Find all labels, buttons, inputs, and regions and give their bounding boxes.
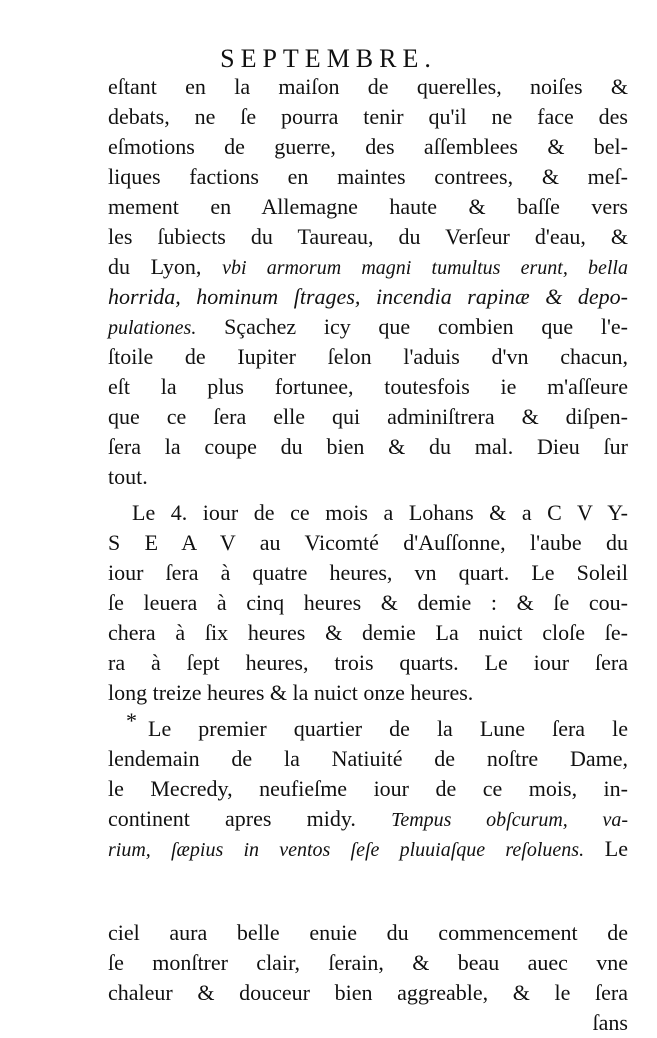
text-line-29: chaleur & douceur bien aggreable, & le ſera: [108, 980, 628, 1005]
text-line-26-roman: Le: [604, 836, 628, 861]
text-line-25-roman: continent apres midy.: [108, 806, 356, 831]
text-line-9: [108, 312, 628, 342]
text-line-21: long treize heures & la nuict onze heures.: [108, 680, 474, 705]
text-line-9-roman: Sçachez icy que combien que l'e-: [224, 314, 629, 339]
text-line-26: [108, 834, 628, 864]
text-line-8: horrida, hominum ſtrages, incendia rapinæ & depo-: [108, 284, 628, 309]
running-head: SEPTEMBRE.: [220, 44, 437, 73]
text-line-14: tout.: [108, 464, 148, 489]
text-line-4: liques factions en maintes contrees, & meſ-: [108, 164, 628, 189]
text-line-1: eſtant en la maiſon de querelles, noiſes &: [108, 74, 628, 99]
text-line-28: ſe monſtrer clair, ſerain, & beau auec vne: [108, 950, 628, 975]
text-line-18: ſe leuera à cinq heures & demie : & ſe cou-: [108, 590, 628, 615]
text-line-7-italic: vbi armorum magni tumultus erunt, bella: [222, 257, 628, 279]
marginal-asterisk: *: [126, 708, 137, 733]
text-line-15: Le 4. iour de ce mois a Lohans & a C V Y-: [132, 500, 628, 525]
text-line-11: eſt la plus fortunee, toutesfois ie m'aſſeure: [108, 374, 628, 399]
text-line-17: iour ſera à quatre heures, vn quart. Le Soleil: [108, 560, 628, 585]
text-line-16: S E A V au Vicomté d'Auſſonne, l'aube du: [108, 530, 628, 555]
text-line-30: ſans: [592, 1010, 628, 1035]
text-line-27: ciel aura belle enuie du commencement de: [108, 920, 628, 945]
text-line-2: debats, ne ſe pourra tenir qu'il ne face des: [108, 104, 628, 129]
text-line-3: eſmotions de guerre, des aſſemblees & bel-: [108, 134, 628, 159]
text-line-12: que ce ſera elle qui adminiſtrera & diſpen-: [108, 404, 628, 429]
text-line-23: lendemain de la Natiuité de noſtre Dame,: [108, 746, 628, 771]
text-line-25: [108, 804, 628, 834]
text-line-25-italic: Tempus obſcurum, va-: [391, 809, 628, 831]
text-line-26-italic: rium, ſæpius in ventos ſeſe pluuiaſque reſoluens.: [108, 839, 585, 861]
text-line-22: Le premier quartier de la Lune ſera le: [148, 716, 628, 741]
text-line-9-italic: pulationes.: [108, 317, 197, 339]
text-line-19: chera à ſix heures & demie La nuict cloſe ſe-: [108, 620, 628, 645]
text-line-20: ra à ſept heures, trois quarts. Le iour ſera: [108, 650, 628, 675]
text-line-7: [108, 252, 628, 282]
text-line-7-roman: du Lyon,: [108, 254, 202, 279]
text-line-10: ſtoile de Iupiter ſelon l'aduis d'vn chacun,: [108, 344, 628, 369]
text-line-5: mement en Allemagne haute & baſſe vers: [108, 194, 628, 219]
text-line-24: le Mecredy, neufieſme iour de ce mois, in-: [108, 776, 628, 801]
text-line-6: les ſubiects du Taureau, du Verſeur d'eau, &: [108, 224, 628, 249]
text-line-13: ſera la coupe du bien & du mal. Dieu ſur: [108, 434, 628, 459]
